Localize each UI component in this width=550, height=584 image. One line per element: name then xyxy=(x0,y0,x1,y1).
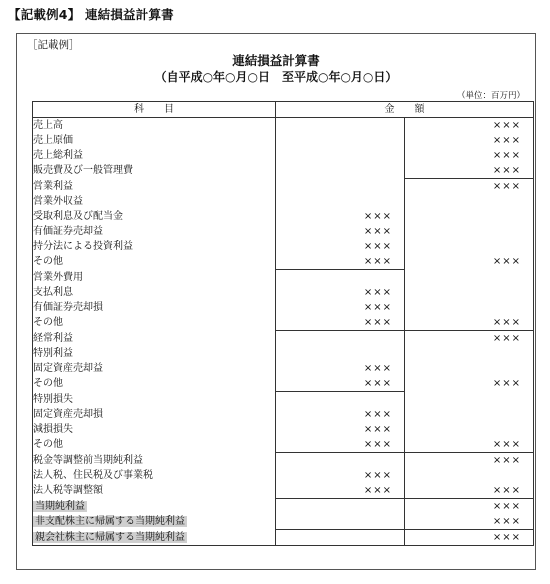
table-row xyxy=(33,285,534,300)
row-label-text: 税金等調整前当期純利益 xyxy=(33,454,143,466)
row-label xyxy=(33,453,276,469)
row-label xyxy=(33,437,276,453)
amount-detail-value: ××× xyxy=(363,287,392,298)
amount-detail-value: ××× xyxy=(363,470,392,481)
income-statement-table xyxy=(32,101,534,546)
row-label xyxy=(33,530,276,546)
row-label-text: 親会社株主に帰属する当期純利益 xyxy=(35,531,185,543)
amount-total-value: ××× xyxy=(492,378,521,390)
amount-detail-cell xyxy=(276,514,405,530)
amount-detail-value: ××× xyxy=(363,424,392,435)
amount-total-value: ××× xyxy=(492,120,521,131)
amount-detail-cell xyxy=(276,254,405,270)
amount-detail-value: ××× xyxy=(363,211,392,222)
amount-detail-cell xyxy=(276,437,405,453)
table-row xyxy=(33,148,534,163)
amount-total-value: ××× xyxy=(492,501,521,512)
amount-total-cell xyxy=(405,285,534,300)
amount-total-cell xyxy=(405,437,534,453)
amount-detail-cell xyxy=(276,530,405,546)
row-label xyxy=(33,239,276,254)
amount-total-value: ××× xyxy=(492,135,521,146)
amount-detail-value: ××× xyxy=(363,256,392,267)
row-label-text: 特別損失 xyxy=(33,393,73,405)
row-label-text: 減損損失 xyxy=(33,424,73,435)
amount-total-value: ××× xyxy=(492,439,521,450)
table-row xyxy=(33,361,534,376)
amount-total-cell xyxy=(405,209,534,224)
row-label-text: 法人税、住民税及び事業税 xyxy=(33,470,153,481)
amount-total-value: ××× xyxy=(492,333,521,344)
amount-total-cell xyxy=(405,361,534,376)
table-row xyxy=(33,331,534,347)
row-label xyxy=(33,392,276,408)
amount-total-cell xyxy=(405,376,534,392)
amount-total-cell xyxy=(405,499,534,515)
row-label-text: 営業外費用 xyxy=(33,271,83,283)
row-label-text: 営業利益 xyxy=(33,180,73,192)
example-tag: ［記載例］ xyxy=(27,39,80,51)
row-label-text: 持分法による投資利益 xyxy=(33,241,133,252)
amount-detail-cell xyxy=(276,407,405,422)
row-label-text: 固定資産売却益 xyxy=(33,363,103,374)
amount-total-cell xyxy=(405,118,534,134)
amount-detail-cell xyxy=(276,346,405,361)
table-row xyxy=(33,483,534,499)
amount-total-cell xyxy=(405,224,534,239)
amount-total-cell xyxy=(405,407,534,422)
document-heading: 【記載例4】 連結損益計算書 xyxy=(8,7,174,22)
amount-detail-value: ××× xyxy=(363,485,392,496)
amount-detail-cell xyxy=(276,133,405,148)
row-label xyxy=(33,133,276,148)
row-label xyxy=(33,361,276,376)
row-label xyxy=(33,285,276,300)
amount-total-value: ××× xyxy=(492,181,521,192)
amount-detail-cell xyxy=(276,315,405,331)
table-row xyxy=(33,209,534,224)
row-label xyxy=(33,209,276,224)
row-label xyxy=(33,254,276,270)
row-label xyxy=(33,194,276,209)
row-label-text: 売上総利益 xyxy=(33,150,83,161)
amount-detail-value: ××× xyxy=(363,378,392,389)
table-row xyxy=(33,270,534,286)
amount-total-cell xyxy=(405,453,534,469)
row-label-text: 当期純利益 xyxy=(35,500,85,512)
amount-detail-value: ××× xyxy=(363,439,392,450)
row-label-text: その他 xyxy=(33,439,63,451)
table-row xyxy=(33,499,534,515)
table-row xyxy=(33,422,534,437)
amount-total-cell xyxy=(405,194,534,209)
amount-total-cell xyxy=(405,483,534,499)
amount-detail-value: ××× xyxy=(363,317,392,328)
amount-detail-cell xyxy=(276,300,405,315)
row-label-text: 売上高 xyxy=(33,120,63,131)
table-row xyxy=(33,118,534,134)
row-label-text: 経常利益 xyxy=(33,332,73,344)
row-label xyxy=(33,407,276,422)
amount-total-cell xyxy=(405,514,534,530)
amount-total-cell xyxy=(405,300,534,315)
amount-total-cell xyxy=(405,239,534,254)
amount-detail-value: ××× xyxy=(363,302,392,313)
table-row xyxy=(33,224,534,239)
table-row xyxy=(33,376,534,392)
row-label-text: その他 xyxy=(33,378,63,390)
amount-detail-value: ××× xyxy=(363,409,392,420)
table-row xyxy=(33,300,534,315)
amount-total-value: ××× xyxy=(492,256,521,268)
row-label-text: 受取利息及び配当金 xyxy=(33,211,123,222)
row-label xyxy=(33,163,276,179)
amount-total-value: ××× xyxy=(492,485,521,496)
example-frame xyxy=(16,33,536,570)
amount-total-value: ××× xyxy=(492,150,521,161)
table-row xyxy=(33,179,534,195)
row-label xyxy=(33,270,276,286)
amount-total-cell xyxy=(405,315,534,331)
unit-label: （単位：百万円） xyxy=(456,91,525,101)
table-row xyxy=(33,468,534,483)
table-row xyxy=(33,315,534,331)
row-label xyxy=(33,179,276,195)
row-label xyxy=(33,346,276,361)
amount-total-cell xyxy=(405,331,534,347)
amount-detail-cell xyxy=(276,483,405,499)
amount-detail-value: ××× xyxy=(363,363,392,374)
amount-total-value: ××× xyxy=(492,516,521,527)
amount-detail-cell xyxy=(276,376,405,392)
amount-detail-cell xyxy=(276,148,405,163)
row-label xyxy=(33,499,276,515)
table-row xyxy=(33,453,534,469)
amount-total-cell xyxy=(405,270,534,286)
row-label-text: 有価証券売却益 xyxy=(33,226,103,237)
row-label xyxy=(33,315,276,331)
amount-detail-cell xyxy=(276,453,405,469)
amount-total-value: ××× xyxy=(492,455,521,466)
amount-total-cell xyxy=(405,133,534,148)
amount-total-cell xyxy=(405,148,534,163)
row-label-text: 販売費及び一般管理費 xyxy=(33,165,133,177)
amount-detail-cell xyxy=(276,499,405,515)
row-label-text: 固定資産売却損 xyxy=(33,409,103,420)
amount-total-cell xyxy=(405,254,534,270)
statement-period: （自平成○年○月○日 至平成○年○月○日） xyxy=(154,70,398,84)
row-label-text: 売上原価 xyxy=(33,135,73,146)
table-row xyxy=(33,392,534,408)
amount-detail-cell xyxy=(276,224,405,239)
row-label xyxy=(33,300,276,315)
table-row xyxy=(33,194,534,209)
amount-total-value: ××× xyxy=(492,532,521,543)
row-label xyxy=(33,331,276,347)
amount-total-cell xyxy=(405,530,534,546)
table-row xyxy=(33,239,534,254)
table-row xyxy=(33,437,534,453)
row-label-text: その他 xyxy=(33,317,63,329)
row-label xyxy=(33,118,276,134)
item-column-header: 科 目 xyxy=(33,102,276,118)
amount-detail-cell xyxy=(276,163,405,179)
header-row xyxy=(33,102,534,118)
amount-detail-cell xyxy=(276,392,405,408)
amount-detail-cell xyxy=(276,194,405,209)
amount-total-cell xyxy=(405,392,534,408)
table-row xyxy=(33,163,534,179)
amount-detail-cell xyxy=(276,422,405,437)
amount-detail-cell xyxy=(276,239,405,254)
row-label xyxy=(33,483,276,499)
table-row xyxy=(33,514,534,530)
table-row xyxy=(33,254,534,270)
amount-total-cell xyxy=(405,468,534,483)
row-label xyxy=(33,376,276,392)
amount-detail-cell xyxy=(276,179,405,195)
row-label xyxy=(33,148,276,163)
row-label-text: 法人税等調整額 xyxy=(33,485,103,497)
amount-total-cell xyxy=(405,179,534,195)
amount-column-header: 金 額 xyxy=(276,102,534,118)
row-label-text: 特別利益 xyxy=(33,348,73,359)
row-label-text: 非支配株主に帰属する当期純利益 xyxy=(35,516,185,528)
table-row xyxy=(33,407,534,422)
row-label xyxy=(33,422,276,437)
row-label-text: 有価証券売却損 xyxy=(33,302,103,313)
amount-detail-value: ××× xyxy=(363,226,392,237)
amount-detail-cell xyxy=(276,361,405,376)
amount-total-cell xyxy=(405,422,534,437)
table-row xyxy=(33,530,534,546)
row-label-text: 支払利息 xyxy=(33,287,73,298)
row-label-text: 営業外収益 xyxy=(33,196,83,207)
row-label-text: その他 xyxy=(33,256,63,268)
row-label xyxy=(33,468,276,483)
amount-detail-value: ××× xyxy=(363,241,392,252)
amount-detail-cell xyxy=(276,209,405,224)
amount-detail-cell xyxy=(276,270,405,286)
row-label xyxy=(33,224,276,239)
amount-detail-cell xyxy=(276,118,405,134)
amount-detail-cell xyxy=(276,285,405,300)
table-row xyxy=(33,346,534,361)
amount-total-cell xyxy=(405,346,534,361)
amount-total-value: ××× xyxy=(492,165,521,176)
statement-title: 連結損益計算書 xyxy=(232,53,320,68)
row-label xyxy=(33,514,276,530)
amount-detail-cell xyxy=(276,468,405,483)
amount-total-value: ××× xyxy=(492,317,521,328)
table-row xyxy=(33,133,534,148)
amount-total-cell xyxy=(405,163,534,179)
amount-detail-cell xyxy=(276,331,405,347)
